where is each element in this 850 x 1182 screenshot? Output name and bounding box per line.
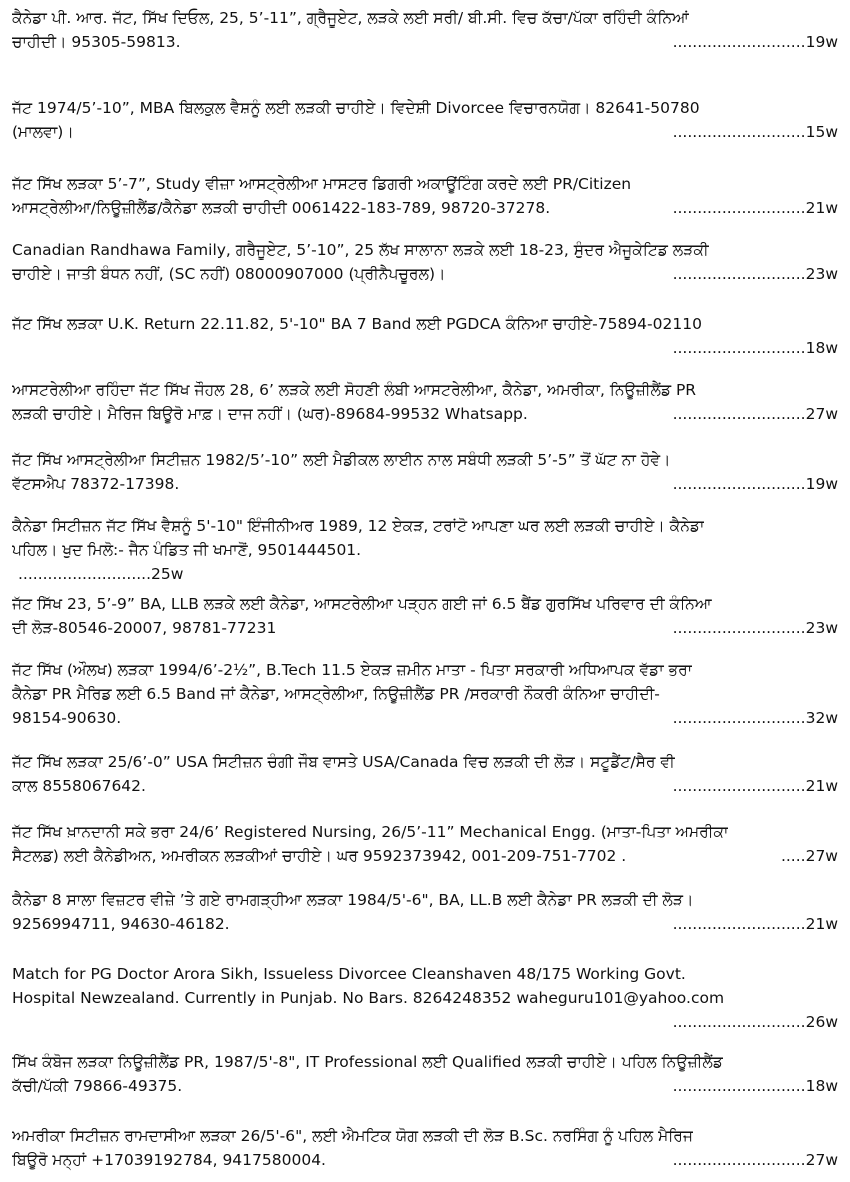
ad-line: ਜੱਟ ਸਿੱਖ ਖ਼ਾਨਦਾਨੀ ਸਕੇ ਭਰਾ 24/6’ Registered Nursing, 26/5’-11” Mechanical Engg. (ਮਾਤਾ-ਪਿਤਾ ਅਮਰੀਕਾ (12, 823, 729, 841)
ad-line: ਜੱਟ ਸਿੱਖ 23, 5’-9” BA, LLB ਲੜਕੇ ਲਈ ਕੈਨੇਡਾ, ਆਸਟਰੇਲੀਆ ਪੜ੍ਹਨ ਗਈ ਜਾਂ 6.5 ਬੈਂਡ ਗੁਰਸਿੱਖ ਪਰਿਵਾਰ ਦੀ ਕੰਨਿਆ (12, 595, 712, 613)
ad-ref: ...........................15w (672, 123, 838, 141)
ad-line: ਜੱਟ ਸਿੱਖ ਲੜਕਾ U.K. Return 22.11.82, 5'-10" BA 7 Band ਲਈ PGDCA ਕੰਨਿਆ ਚਾਹੀਏ-75894-02110 (12, 315, 702, 333)
ad-line: Hospital Newzealand. Currently in Punjab. No Bars. 8264248352 waheguru101@yahoo.com (12, 989, 725, 1007)
ad-line: 9256994711, 94630-46182. ...........................21w (12, 912, 838, 936)
ad-item (12, 962, 838, 1034)
ad-line: ਜੱਟ 1974/5’-10”, MBA ਬਿਲਕੁਲ ਵੈਸ਼ਨੂੰ ਲਈ ਲੜਕੀ ਚਾਹੀਏ। ਵਿਦੇਸ਼ੀ Divorcee ਵਿਚਾਰਨਯੋਗ। 82641-50780 (12, 99, 700, 117)
ad-line: ਸੈਟਲਡ) ਲਈ ਕੈਨੇਡੀਅਨ, ਅਮਰੀਕਨ ਲੜਕੀਆਂ ਚਾਹੀਏ। ਘਰ 9592373942, 001-209-751-7702 . .....27w (12, 844, 838, 868)
ad-line: ਆਸਟਰੇਲੀਆ ਰਹਿੰਦਾ ਜੱਟ ਸਿੱਖ ਜੌਹਲ 28, 6’ ਲੜਕੇ ਲਈ ਸੋਹਣੀ ਲੰਬੀ ਆਸਟਰੇਲੀਆ, ਕੈਨੇਡਾ, ਅਮਰੀਕਾ, ਨਿਊਜ਼ੀਲੈਂਡ PR (12, 381, 697, 399)
ad-item (12, 312, 838, 360)
ad-item (12, 172, 838, 220)
ad-line: ਕੈਨੇਡਾ 8 ਸਾਲਾ ਵਿਜ਼ਟਰ ਵੀਜ਼ੇ ’ਤੇ ਗਏ ਰਾਮਗੜ੍ਹੀਆ ਲੜਕਾ 1984/5'-6", BA, LL.B ਲਈ ਕੈਨੇਡਾ PR ਲੜਕੀ ਦੀ ਲੋੜ। (12, 891, 694, 909)
ad-line: ਚਾਹੀਏ। ਜਾਤੀ ਬੰਧਨ ਨਹੀਂ, (SC ਨਹੀਂ) 08000907000 (ਪ੍ਰੀਨੈਪਚੂਰਲ)। ...........................23w (12, 262, 838, 286)
ad-item (12, 1124, 838, 1172)
ad-line: ਅਮਰੀਕਾ ਸਿਟੀਜ਼ਨ ਰਾਮਦਾਸੀਆ ਲੜਕਾ 26/5'-6", ਲਈ ਐਮਟਿਕ ਯੋਗ ਲੜਕੀ ਦੀ ਲੋੜ B.Sc. ਨਰਸਿੰਗ ਨੂੰ ਪਹਿਲ ਮੈਰਿਜ (12, 1127, 693, 1145)
ad-line: 98154-90630. ...........................32w (12, 706, 838, 730)
ad-item (12, 658, 838, 730)
ad-ref: ...........................32w (672, 709, 838, 727)
ad-line: Canadian Randhawa Family, ਗਰੈਜੂਏਟ, 5’-10”, 25 ਲੱਖ ਸਾਲਾਨਾ ਲੜਕੇ ਲਈ 18-23, ਸੁੰਦਰ ਐਜੂਕੇਟਿਡ ਲੜਕੀ (12, 241, 709, 259)
ad-line: ਕੈਨੇਡਾ PR ਮੈਰਿਡ ਲਈ 6.5 Band ਜਾਂ ਕੈਨੇਡਾ, ਆਸਟ੍ਰੇਲੀਆ, ਨਿਊਜ਼ੀਲੈਂਡ PR /ਸਰਕਾਰੀ ਨੌਕਰੀ ਕੰਨਿਆ ਚਾਹੀਦੀ- (12, 685, 660, 703)
ad-item (12, 448, 838, 496)
ad-line: ਲੜਕੀ ਚਾਹੀਏ। ਮੈਰਿਜ ਬਿਊਰੋ ਮਾਫ਼। ਦਾਜ ਨਹੀਂ। (ਘਰ)-89684-99532 Whatsapp. ...........................27w (12, 402, 838, 426)
ad-line: ਜੱਟ ਸਿੱਖ ਆਸਟ੍ਰੇਲੀਆ ਸਿਟੀਜ਼ਨ 1982/5’-10” ਲਈ ਮੈਡੀਕਲ ਲਾਈਨ ਨਾਲ ਸਬੰਧੀ ਲੜਕੀ 5’-5” ਤੋਂ ਘੱਟ ਨਾ ਹੋਵੇ। (12, 451, 671, 469)
ad-line: ਚਾਹੀਦੀ। 95305-59813. ...........................19w (12, 30, 838, 54)
ad-line (12, 562, 838, 586)
ad-line: ਜੱਟ ਸਿੱਖ ਲੜਕਾ 25/6’-0” USA ਸਿਟੀਜ਼ਨ ਚੰਗੀ ਜੌਬ ਵਾਸਤੇ USA/Canada ਵਿਚ ਲੜਕੀ ਦੀ ਲੋੜ। ਸਟੂਡੈਂਟ/ਸੈਰ ਵੀ (12, 753, 675, 771)
ad-item (12, 378, 838, 426)
ad-line: ਕੱਚੀ/ਪੱਕੀ 79866-49375. ...........................18w (12, 1074, 838, 1098)
ad-ref: ...........................25w (18, 565, 184, 583)
ad-ref: ...........................27w (672, 405, 838, 423)
ad-ref: ...........................23w (672, 619, 838, 637)
ad-line: ਜੱਟ ਸਿੱਖ ਲੜਕਾ 5’-7”, Study ਵੀਜ਼ਾ ਆਸਟ੍ਰੇਲੀਆ ਮਾਸਟਰ ਡਿਗਰੀ ਅਕਾਊਂਟਿੰਗ ਕਰਦੇ ਲਈ PR/Citizen (12, 175, 632, 193)
ad-ref: ...........................26w (672, 1013, 838, 1031)
ad-line: ਪਹਿਲ। ਖੁਦ ਮਿਲੋ:- ਜੈਨ ਪੰਡਿਤ ਜੀ ਖਮਾਣੋਂ, 9501444501. (12, 541, 362, 559)
ad-ref: ...........................19w (672, 475, 838, 493)
ad-ref: ...........................23w (672, 265, 838, 283)
ad-line (12, 1010, 838, 1034)
ad-ref: ...........................27w (672, 1151, 838, 1169)
ad-ref: ...........................21w (672, 777, 838, 795)
ad-line: ਕਾਲ 8558067642. ...........................21w (12, 774, 838, 798)
ad-ref: ...........................21w (672, 199, 838, 217)
ad-item (12, 888, 838, 936)
ad-item (12, 96, 838, 144)
ad-item (12, 750, 838, 798)
ad-ref: ...........................18w (672, 339, 838, 357)
ad-line: ਜੱਟ ਸਿੱਖ (ਔਲਖ) ਲੜਕਾ 1994/6’-2½”, B.Tech 11.5 ਏਕੜ ਜ਼ਮੀਨ ਮਾਤਾ - ਪਿਤਾ ਸਰਕਾਰੀ ਅਧਿਆਪਕ ਵੱਡਾ ਭਰਾ (12, 661, 693, 679)
ad-line: ਬਿਊਰੋ ਮਨ੍ਹਾਂ +17039192784, 9417580004. ...........................27w (12, 1148, 838, 1172)
ad-ref: ...........................19w (672, 33, 838, 51)
ad-item (12, 6, 838, 54)
ad-line: ਵੱਟਸਐਪ 78372-17398. ...........................19w (12, 472, 838, 496)
ad-ref: .....27w (780, 847, 838, 865)
ad-line: Match for PG Doctor Arora Sikh, Issueless Divorcee Cleanshaven 48/175 Working Govt. (12, 965, 686, 983)
ad-line: ਕੈਨੇਡਾ ਸਿਟੀਜ਼ਨ ਜੱਟ ਸਿੱਖ ਵੈਸ਼ਨੂੰ 5'-10" ਇੰਜੀਨੀਅਰ 1989, 12 ਏਕੜ, ਟਰਾਂਟੋ ਆਪਣਾ ਘਰ ਲਈ ਲੜਕੀ ਚਾਹੀਏ। ਕੈਨੇਡਾ (12, 517, 705, 535)
ad-line: ਸਿੱਖ ਕੰਬੋਜ ਲੜਕਾ ਨਿਊਜ਼ੀਲੈਂਡ PR, 1987/5'-8", IT Professional ਲਈ Qualified ਲੜਕੀ ਚਾਹੀਏ। ਪਹਿਲ ਨਿਊਜ਼ੀਲੈਂਡ (12, 1053, 723, 1071)
ad-item (12, 238, 838, 286)
ad-line: (ਮਾਲਵਾ)। ...........................15w (12, 120, 838, 144)
ad-item (12, 1050, 838, 1098)
ad-line: ਕੈਨੇਡਾ ਪੀ. ਆਰ. ਜੱਟ, ਸਿੱਖ ਦਿਓਲ, 25, 5’-11”, ਗ੍ਰੈਜੂਏਟ, ਲੜਕੇ ਲਈ ਸਰੀ/ ਬੀ.ਸੀ. ਵਿਚ ਕੱਚਾ/ਪੱਕਾ ਰਹਿੰਦੀ ਕੰਨਿਆਂ (12, 9, 689, 27)
ad-line: ਦੀ ਲੋੜ-80546-20007, 98781-77231 ...........................23w (12, 616, 838, 640)
ad-ref: ...........................21w (672, 915, 838, 933)
ad-ref: ...........................18w (672, 1077, 838, 1095)
ad-item (12, 592, 838, 640)
ad-line (12, 336, 838, 360)
ad-item (12, 820, 838, 868)
ad-line: ਆਸਟ੍ਰੇਲੀਆ/ਨਿਊਜ਼ੀਲੈਂਡ/ਕੈਨੇਡਾ ਲੜਕੀ ਚਾਹੀਦੀ 0061422-183-789, 98720-37278. ...........................21w (12, 196, 838, 220)
ad-item (12, 514, 838, 586)
